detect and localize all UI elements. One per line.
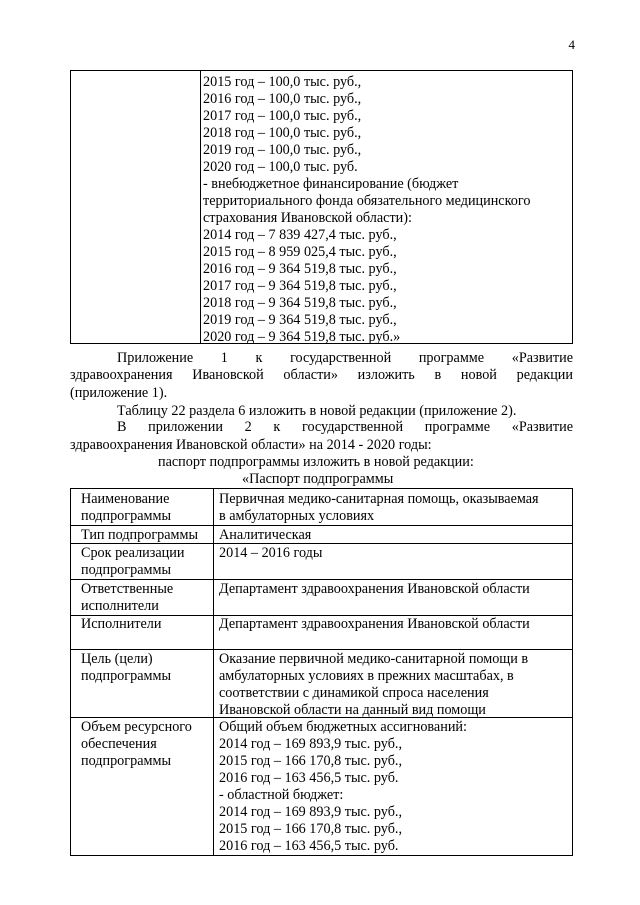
funding-line: 2019 год – 100,0 тыс. руб., — [203, 142, 362, 158]
funding-line: - внебюджетное финансирование (бюджет — [203, 176, 459, 192]
row-label: Наименование — [81, 491, 170, 507]
row-value: Первичная медико-санитарная помощь, оказываемая — [219, 491, 539, 507]
row-value: Ивановской области на данный вид помощи — [219, 702, 486, 718]
row-label: Объем ресурсного — [81, 719, 192, 735]
row-value: Оказание первичной медико-санитарной помощи в — [219, 651, 529, 667]
row-value: 2014 год – 169 893,9 тыс. руб., — [219, 736, 403, 752]
row-label: Цель (цели) — [81, 651, 153, 667]
funding-line: 2018 год – 9 364 519,8 тыс. руб., — [203, 295, 397, 311]
paragraph-line: В приложении 2 к государственной программе «Развитие — [117, 419, 573, 435]
row-label: подпрограммы — [81, 508, 171, 524]
row-label: подпрограммы — [81, 562, 171, 578]
row-label: Ответственные — [81, 581, 174, 597]
row-value: 2015 год – 166 170,8 тыс. руб., — [219, 821, 403, 837]
row-label: подпрограммы — [81, 753, 171, 769]
funding-line: страхования Ивановской области): — [203, 210, 412, 226]
funding-line: 2015 год – 8 959 025,4 тыс. руб., — [203, 244, 397, 260]
page-number: 4 — [568, 37, 575, 52]
funding-line: территориального фонда обязательного медицинского — [203, 193, 531, 209]
row-value: 2014 – 2016 годы — [219, 545, 323, 561]
paragraph-line: Таблицу 22 раздела 6 изложить в новой редакции (приложение 2). — [117, 403, 517, 419]
row-label: исполнители — [81, 598, 159, 614]
funding-line: 2019 год – 9 364 519,8 тыс. руб., — [203, 312, 397, 328]
funding-line: 2020 год – 9 364 519,8 тыс. руб.» — [203, 329, 401, 345]
row-value: Департамент здравоохранения Ивановской области — [219, 616, 530, 632]
funding-line: 2018 год – 100,0 тыс. руб., — [203, 125, 362, 141]
row-value: соответствии с динамикой спроса населения — [219, 685, 489, 701]
funding-line: 2017 год – 100,0 тыс. руб., — [203, 108, 362, 124]
paragraph-line: паспорт подпрограммы изложить в новой редакции: — [158, 454, 474, 470]
funding-line: 2016 год – 100,0 тыс. руб., — [203, 91, 362, 107]
funding-line: 2014 год – 7 839 427,4 тыс. руб., — [203, 227, 397, 243]
table-heading: «Паспорт подпрограммы — [242, 471, 394, 487]
funding-line: 2017 год – 9 364 519,8 тыс. руб., — [203, 278, 397, 294]
paragraph-line: здравоохранения Ивановской области» изложить в новой редакции — [70, 367, 573, 383]
paragraph-line: здравоохранения Ивановской области» на 2014 - 2020 годы: — [70, 437, 432, 453]
row-label: Тип подпрограммы — [81, 527, 199, 543]
row-value: амбулаторных условиях в прежних масштабах, в — [219, 668, 514, 684]
funding-line: 2020 год – 100,0 тыс. руб. — [203, 159, 358, 175]
row-value: 2014 год – 169 893,9 тыс. руб., — [219, 804, 403, 820]
row-value: 2016 год – 163 456,5 тыс. руб. — [219, 838, 399, 854]
funding-line: 2015 год – 100,0 тыс. руб., — [203, 74, 362, 90]
row-value: Департамент здравоохранения Ивановской области — [219, 581, 530, 597]
row-label: Исполнители — [81, 616, 162, 632]
row-value: - областной бюджет: — [219, 787, 344, 803]
row-value: в амбулаторных условиях — [219, 508, 375, 524]
row-label: Срок реализации — [81, 545, 185, 561]
row-value: 2016 год – 163 456,5 тыс. руб. — [219, 770, 399, 786]
row-label: обеспечения — [81, 736, 157, 752]
row-value: Аналитическая — [219, 527, 312, 543]
row-label: подпрограммы — [81, 668, 171, 684]
funding-line: 2016 год – 9 364 519,8 тыс. руб., — [203, 261, 397, 277]
row-value: Общий объем бюджетных ассигнований: — [219, 719, 467, 735]
paragraph-line: Приложение 1 к государственной программе «Развитие — [117, 350, 573, 366]
paragraph-line: (приложение 1). — [70, 385, 168, 401]
row-value: 2015 год – 166 170,8 тыс. руб., — [219, 753, 403, 769]
column-divider — [200, 71, 201, 343]
